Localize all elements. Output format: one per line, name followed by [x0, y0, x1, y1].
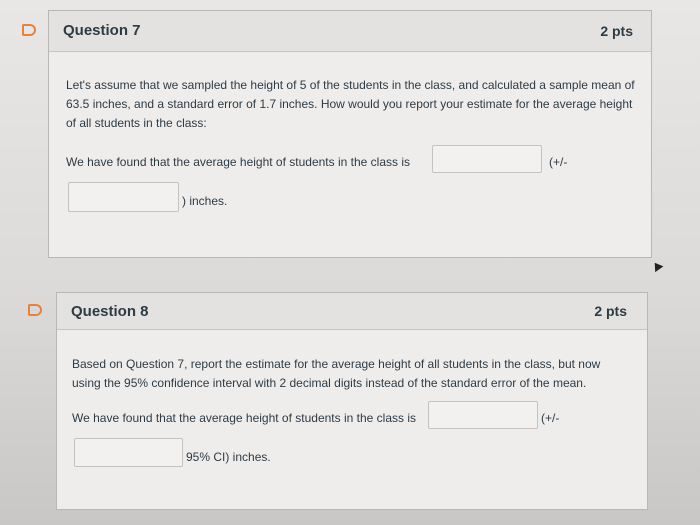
question-text: Based on Question 7, report the estimate for the average height of all students in the class, but now using the 95% confidence interval with 2 decimal digits instead of the standard error of the mean.	[72, 357, 601, 390]
question-7-card	[48, 10, 652, 258]
standard-error-input[interactable]	[68, 182, 179, 212]
estimate-input[interactable]	[428, 401, 538, 429]
question-title: Question 8	[71, 303, 149, 320]
confidence-interval-input[interactable]	[74, 438, 183, 467]
estimate-input[interactable]	[432, 145, 542, 173]
question-title: Question 7	[63, 22, 141, 39]
question-7-header	[49, 11, 651, 52]
plus-minus-label: (+/-	[549, 155, 568, 169]
flag-question-icon[interactable]	[28, 304, 42, 316]
units-label: 95% CI) inches.	[186, 450, 271, 464]
question-8-card	[56, 292, 648, 510]
question-text: Let's assume that we sampled the height of 5 of the students in the class, and calculated a sample mean of 63.5 inches, and a standard error of 1.7 inches. How would you report your estimate for the average height of all students in the class:	[66, 78, 635, 130]
question-points: 2 pts	[600, 23, 633, 39]
mouse-cursor-icon	[651, 260, 664, 272]
answer-prompt: We have found that the average height of students in the class is	[66, 155, 410, 169]
question-8-header	[57, 293, 647, 330]
plus-minus-label: (+/-	[541, 411, 560, 425]
units-label: ) inches.	[182, 194, 228, 208]
question-points: 2 pts	[594, 303, 627, 319]
answer-prompt: We have found that the average height of students in the class is	[72, 411, 416, 425]
flag-question-icon[interactable]	[22, 24, 36, 36]
